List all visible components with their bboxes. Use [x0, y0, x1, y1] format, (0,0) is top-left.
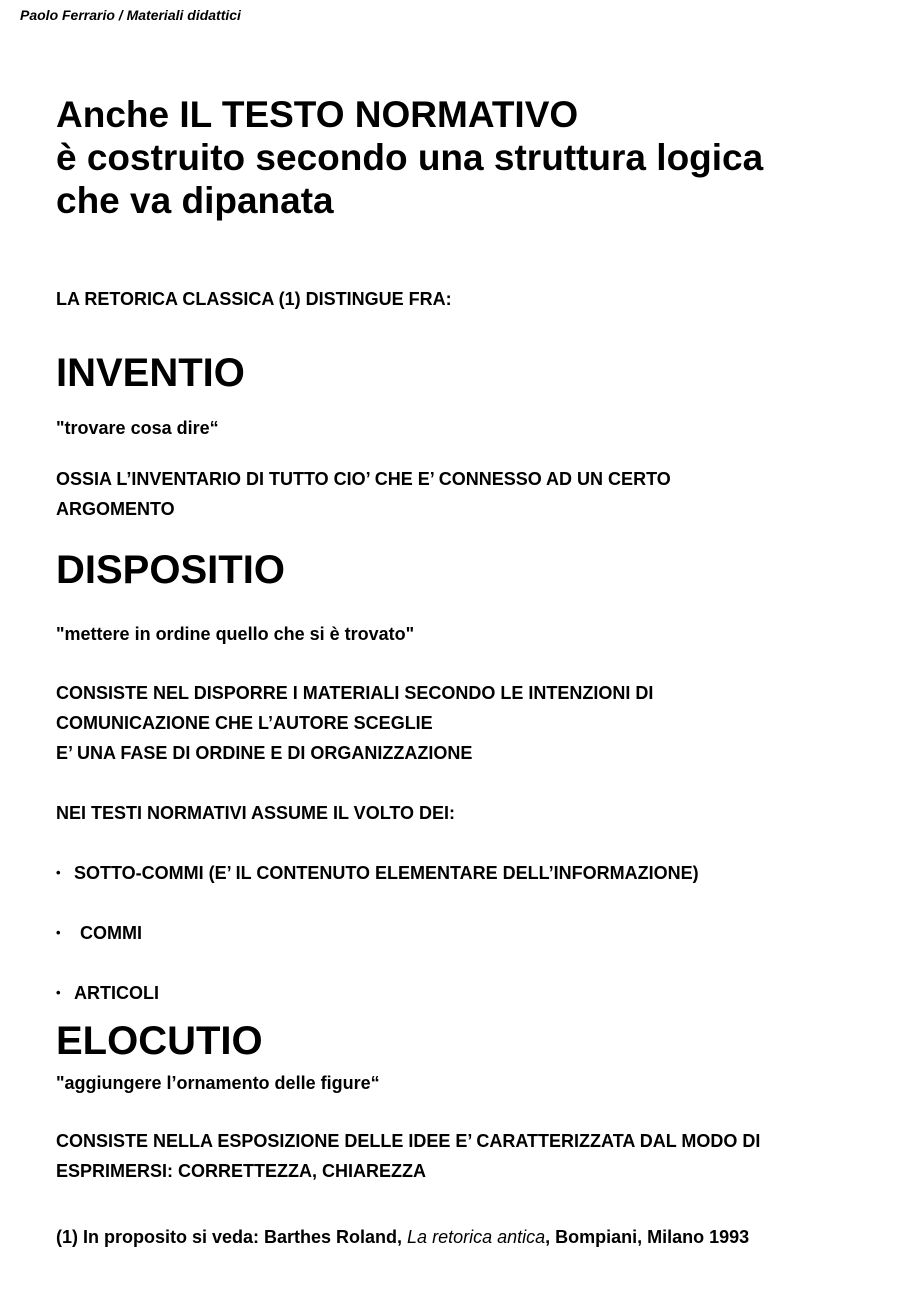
- inventio-desc-line-2: ARGOMENTO: [56, 499, 175, 519]
- elocutio-quote: "aggiungere l’ornamento delle figure“: [56, 1073, 380, 1093]
- footnote-suffix: , Bompiani, Milano 1993: [545, 1227, 750, 1247]
- elocutio-description: [56, 1126, 856, 1186]
- intro-text: LA RETORICA CLASSICA (1) DISTINGUE FRA:: [56, 289, 452, 309]
- bullet-label: COMMI: [80, 923, 142, 943]
- bullet-label: SOTTO-COMMI (E’ IL CONTENUTO ELEMENTARE DELL’INFORMAZIONE): [74, 863, 699, 883]
- inventio-title: INVENTIO: [56, 351, 245, 395]
- footnote-book-title: La retorica antica: [407, 1227, 546, 1247]
- inventio-quote: "trovare cosa dire“: [56, 418, 219, 438]
- elocutio-desc-line-1: CONSISTE NELLA ESPOSIZIONE DELLE IDEE E’ CARATTERIZZATA DAL MODO DI: [56, 1131, 761, 1151]
- dispositio-desc-line-2: COMUNICAZIONE CHE L’AUTORE SCEGLIE: [56, 713, 433, 733]
- header-note: Paolo Ferrario / Materiali didattici: [20, 7, 241, 23]
- elocutio-desc-line-2: ESPRIMERSI: CORRETTEZZA, CHIAREZZA: [56, 1161, 427, 1181]
- main-title-line-2: è costruito secondo una struttura logica: [56, 137, 764, 178]
- elocutio-title: ELOCUTIO: [56, 1019, 263, 1063]
- dispositio-description: [56, 678, 856, 768]
- dispositio-title: DISPOSITIO: [56, 548, 285, 592]
- bullet-marker: •: [56, 865, 61, 880]
- bullet-item-articoli: [56, 982, 159, 1004]
- footnote: [56, 1226, 749, 1248]
- bullet-label: ARTICOLI: [74, 983, 159, 1003]
- main-title: [56, 93, 763, 222]
- bullet-marker: •: [56, 925, 61, 940]
- dispositio-desc-line-3: E’ UNA FASE DI ORDINE E DI ORGANIZZAZIONE: [56, 743, 473, 763]
- dispositio-desc-line-1: CONSISTE NEL DISPORRE I MATERIALI SECONDO LE INTENZIONI DI: [56, 683, 654, 703]
- main-title-line-1: Anche IL TESTO NORMATIVO: [56, 94, 579, 135]
- normative-intro: NEI TESTI NORMATIVI ASSUME IL VOLTO DEI:: [56, 803, 456, 823]
- inventio-desc-line-1: OSSIA L’INVENTARIO DI TUTTO CIO’ CHE E’ CONNESSO AD UN CERTO: [56, 469, 671, 489]
- bullet-item-sotto-commi: [56, 862, 699, 884]
- main-title-line-3: che va dipanata: [56, 180, 334, 221]
- bullet-marker: •: [56, 985, 61, 1000]
- bullet-item-commi: [56, 922, 142, 944]
- dispositio-quote: "mettere in ordine quello che si è trovato": [56, 624, 415, 644]
- footnote-prefix: (1) In proposito si veda: Barthes Roland,: [56, 1227, 408, 1247]
- inventio-description: [56, 464, 856, 524]
